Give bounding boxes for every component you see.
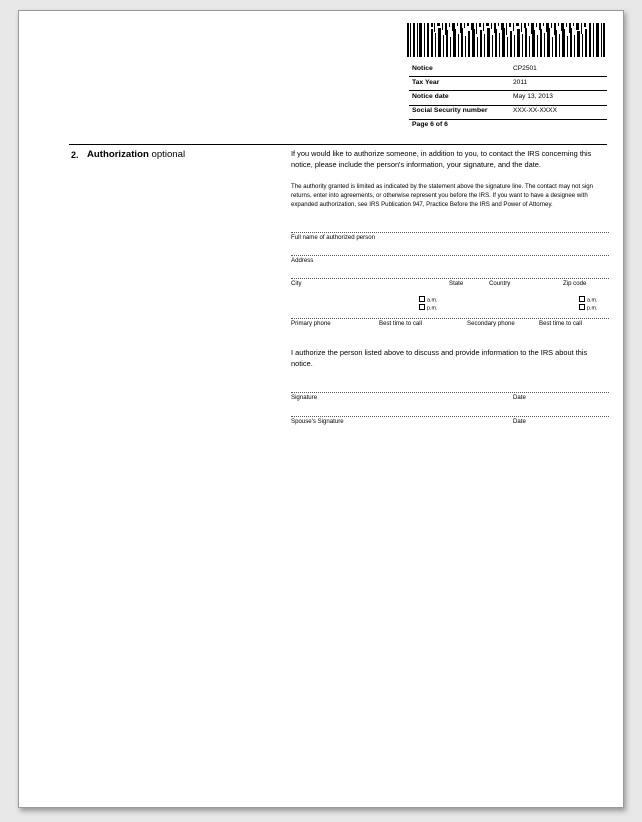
am-label-1: a.m. [427, 297, 438, 304]
page-number: Page 6 of 6 [412, 121, 448, 129]
secondary-phone-label: Secondary phone [467, 319, 515, 327]
section-title-text: Authorization [87, 149, 149, 160]
best-time-to-call-2-label: Best time to call [539, 319, 583, 327]
signature-label: Signature [291, 393, 318, 401]
best-time-2-ampm-group[interactable] [579, 296, 597, 313]
authorization-content [291, 149, 611, 428]
notice-date-value: May 13, 2013 [513, 92, 553, 100]
section-number: 2. [71, 150, 79, 160]
document-page [18, 10, 624, 808]
tax-year-label: Tax Year [412, 78, 440, 86]
address-field[interactable] [291, 255, 611, 264]
spouse-signature-label: Spouse's Signature [291, 417, 344, 425]
address-label: Address [291, 256, 314, 264]
pm-label-1: p.m. [427, 305, 438, 312]
checkbox-icon[interactable] [579, 304, 585, 310]
am-label-2: a.m. [587, 297, 598, 304]
full-name-label: Full name of authorized person [291, 233, 376, 241]
am-option-1[interactable] [419, 296, 437, 304]
section-title-suffix: optional [151, 149, 186, 160]
am-option-2[interactable] [579, 296, 597, 304]
state-label: State [449, 279, 464, 287]
table-row [409, 63, 607, 77]
ssn-value: XXX-XX-XXXX [513, 107, 557, 115]
legal-paragraph: The authority granted is limited as indicated by the statement above the signature line. The contact may not sign returns, enter into agreements, or otherwise represent you before the IRS. If you want to have a designee with expanded authorization, see IRS Publication 947, Practice Before the IRS and Power of Attorney. [291, 182, 594, 208]
tax-year-value: 2011 [513, 78, 528, 86]
pm-label-2: p.m. [587, 305, 598, 312]
primary-phone-label: Primary phone [291, 319, 331, 327]
table-row [409, 91, 607, 105]
pm-option-1[interactable] [419, 304, 437, 312]
checkbox-icon[interactable] [579, 296, 585, 302]
document-body [19, 11, 623, 807]
city-label: City [291, 279, 302, 287]
barcode-icon [407, 23, 607, 57]
table-row [409, 77, 607, 91]
country-label: Country [489, 279, 511, 287]
page-number-row [409, 120, 607, 133]
zip-code-label: Zip code [563, 279, 587, 287]
checkbox-icon[interactable] [419, 296, 425, 302]
section-divider [69, 144, 607, 145]
signature-field[interactable] [291, 392, 611, 404]
notice-info-table [409, 63, 607, 133]
table-row [409, 106, 607, 120]
notice-label: Notice [412, 64, 433, 72]
pm-option-2[interactable] [579, 304, 597, 312]
date-label-1: Date [513, 393, 526, 401]
best-time-to-call-1-label: Best time to call [379, 319, 423, 327]
intro-paragraph: If you would like to authorize someone, in addition to you, to contact the IRS concerning this notice, please include the person's information, your signature, and the date. [291, 149, 592, 169]
best-time-1-ampm-group[interactable] [419, 296, 437, 313]
section-title [87, 149, 185, 160]
notice-value: CP2501 [513, 64, 537, 72]
phone-fields[interactable] [291, 296, 611, 330]
city-state-country-zip-field[interactable] [291, 278, 611, 290]
authorization-statement: I authorize the person listed above to discuss and provide information to the IRS about this notice. [291, 347, 588, 368]
checkbox-icon[interactable] [419, 304, 425, 310]
spouse-signature-field[interactable] [291, 416, 611, 428]
date-label-2: Date [513, 417, 526, 425]
notice-date-label: Notice date [412, 92, 449, 100]
ssn-label: Social Security number [412, 107, 488, 115]
barcode [407, 23, 607, 57]
full-name-field[interactable] [291, 232, 611, 241]
